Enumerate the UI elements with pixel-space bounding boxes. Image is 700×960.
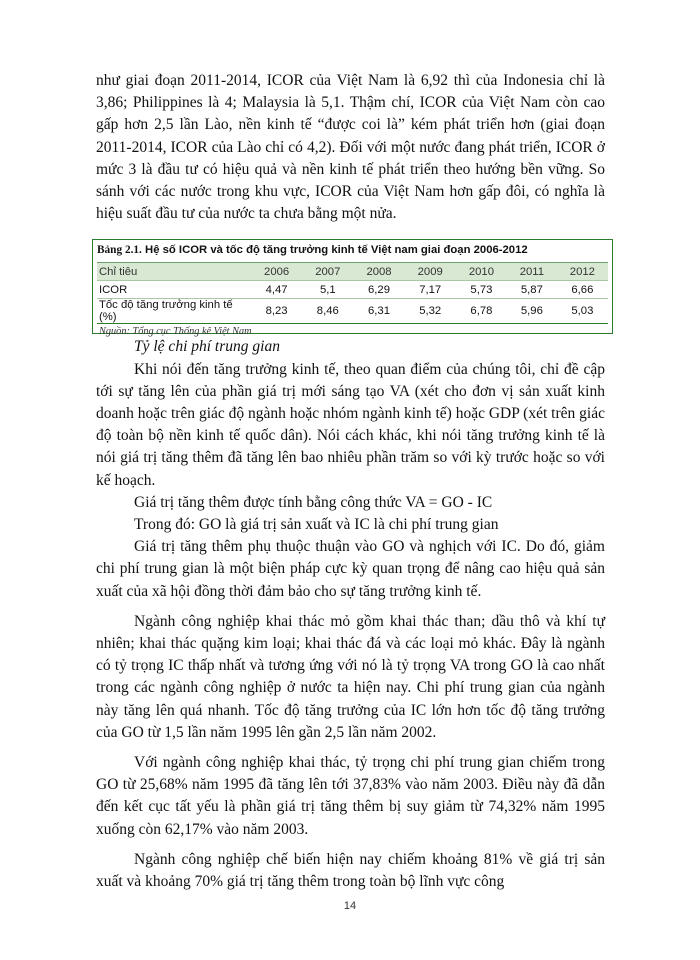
table-cell: Tốc độ tăng trưởng kinh tế (%) <box>99 299 233 324</box>
table-cell: 7,17 <box>419 283 442 296</box>
table-header-row <box>97 263 608 281</box>
paragraph: Với ngành công nghiệp khai thác, tỷ trọng chi phí trung gian chiếm trong GO từ 25,68% năm 1995 đã tăng lên tới 37,83% vào năm 2003. Điều này đã dẫn đến kết cục tất yếu là phần giá trị tăng thêm bị suy giảm từ 74,32% năm 1995 xuống còn 62,17% vào năm 2003. <box>96 754 605 838</box>
table-title-lead: Bảng 2.1. <box>97 244 142 257</box>
header-cell: 2010 <box>468 265 494 278</box>
paragraph: Ngành công nghiệp chế biến hiện nay chiếm khoảng 81% về giá trị sản xuất và khoảng 70% giá trị tăng thêm trong toàn bộ lĩnh vực công <box>96 850 605 891</box>
section-caption: Tỷ lệ chi phí trung gian <box>134 338 280 356</box>
table-cell: 6,78 <box>470 305 493 318</box>
table-cell: 6,31 <box>368 305 390 318</box>
paragraph-definition: Trong đó: GO là giá trị sản xuất và IC là chi phí trung gian <box>134 516 499 534</box>
table-cell: 5,73 <box>470 283 493 296</box>
table-cell: 5,03 <box>571 305 594 318</box>
table-cell: 6,66 <box>571 283 594 296</box>
table-cell: 5,96 <box>520 305 543 318</box>
icor-table-box <box>92 239 613 338</box>
paragraph-icor-comparison: như giai đoạn 2011-2014, ICOR của Việt Nam là 6,92 thì của Indonesia chỉ là 3,86; Philippines là 4; Malaysia là 5,1. Thậm chí, ICOR của Việt Nam còn cao gấp hơn 2,5 lần Lào, nền kinh tế “được coi là” kém phát triển hơn (giai đoạn 2011-2014, ICOR của Lào chỉ có 4,2). Đối với một nước đang phát triển, ICOR ở mức 3 là đầu tư có hiệu quả và nền kinh tế phát triển theo hướng bền vững. So sánh với các nước trong khu vực, ICOR của Việt Nam hơn gấp đôi, có nghĩa là hiệu suất đầu tư của nước ta chưa bằng một nửa. <box>96 72 605 223</box>
table-cell: 5,32 <box>419 305 442 318</box>
page-number: 14 <box>343 900 357 912</box>
table-cell: 4,47 <box>265 283 288 296</box>
paragraph: Khi nói đến tăng trưởng kinh tế, theo quan điểm của chúng tôi, chỉ đề cập tới sự tăng lên của phần giá trị mới sáng tạo VA (xét cho đơn vị sản xuất kinh doanh hoặc trên giác độ ngành hoặc nhóm ngành kinh tế) hoặc GDP (xét trên giác độ toàn bộ nền kinh tế quốc dân). Nói cách khác, khi nói tăng trưởng kinh tế là nói giá trị tăng thêm đã tăng lên bao nhiêu phần trăm so với kỳ trước hoặc so với kế hoạch. <box>96 360 605 489</box>
table-title <box>97 243 608 258</box>
table-cell: 8,23 <box>265 305 288 318</box>
paragraph-formula: Giá trị tăng thêm được tính bằng công thức VA = GO - IC <box>134 493 493 511</box>
icor-table <box>97 262 608 324</box>
paragraph: Giá trị tăng thêm phụ thuộc thuận vào GO và nghịch với IC. Do đó, giảm chi phí trung gian là một biện pháp cực kỳ quan trọng để nâng cao hiệu quả sản xuất của xã hội đồng thời đảm bảo cho sự tăng trưởng kinh tế. <box>96 538 605 600</box>
table-cell: ICOR <box>99 283 128 296</box>
paragraph: Ngành công nghiệp khai thác mỏ gồm khai thác than; dầu thô và khí tự nhiên; khai thác quặng kim loại; khai thác đá và các loại mỏ khác. Đây là ngành có tỷ trọng IC thấp nhất và tương ứng với nó là tỷ trọng VA trong GO là cao nhất trong các ngành công nghiệp ở nước ta hiện nay. Chi phí trung gian của ngành này tăng lên quá nhanh. Tốc độ tăng trưởng của IC lớn hơn tốc độ tăng trưởng của GO từ 1,5 lần năm 1995 lên gần 2,5 lần năm 2002. <box>96 612 605 741</box>
header-cell: Chỉ tiêu <box>99 265 138 278</box>
table-row-growth <box>97 299 608 324</box>
header-cell: 2009 <box>417 265 443 278</box>
header-cell: 2007 <box>315 265 341 278</box>
table-cell: 8,46 <box>316 305 339 318</box>
table-cell: 6,29 <box>368 283 390 296</box>
header-cell: 2011 <box>519 265 545 278</box>
table-cell: 5,1 <box>319 283 336 296</box>
table-cell: 5,87 <box>520 283 543 296</box>
table-title-text: Hệ số ICOR và tốc độ tăng trưởng kinh tế Việt nam giai đoạn 2006-2012 <box>145 244 528 257</box>
header-cell: 2006 <box>264 265 290 278</box>
header-cell: 2012 <box>569 265 595 278</box>
header-cell: 2008 <box>366 265 392 278</box>
page-content <box>96 70 605 893</box>
table-row-icor <box>97 281 608 299</box>
table-source: Nguồn: Tổng cục Thống kê Việt Nam <box>99 326 252 338</box>
